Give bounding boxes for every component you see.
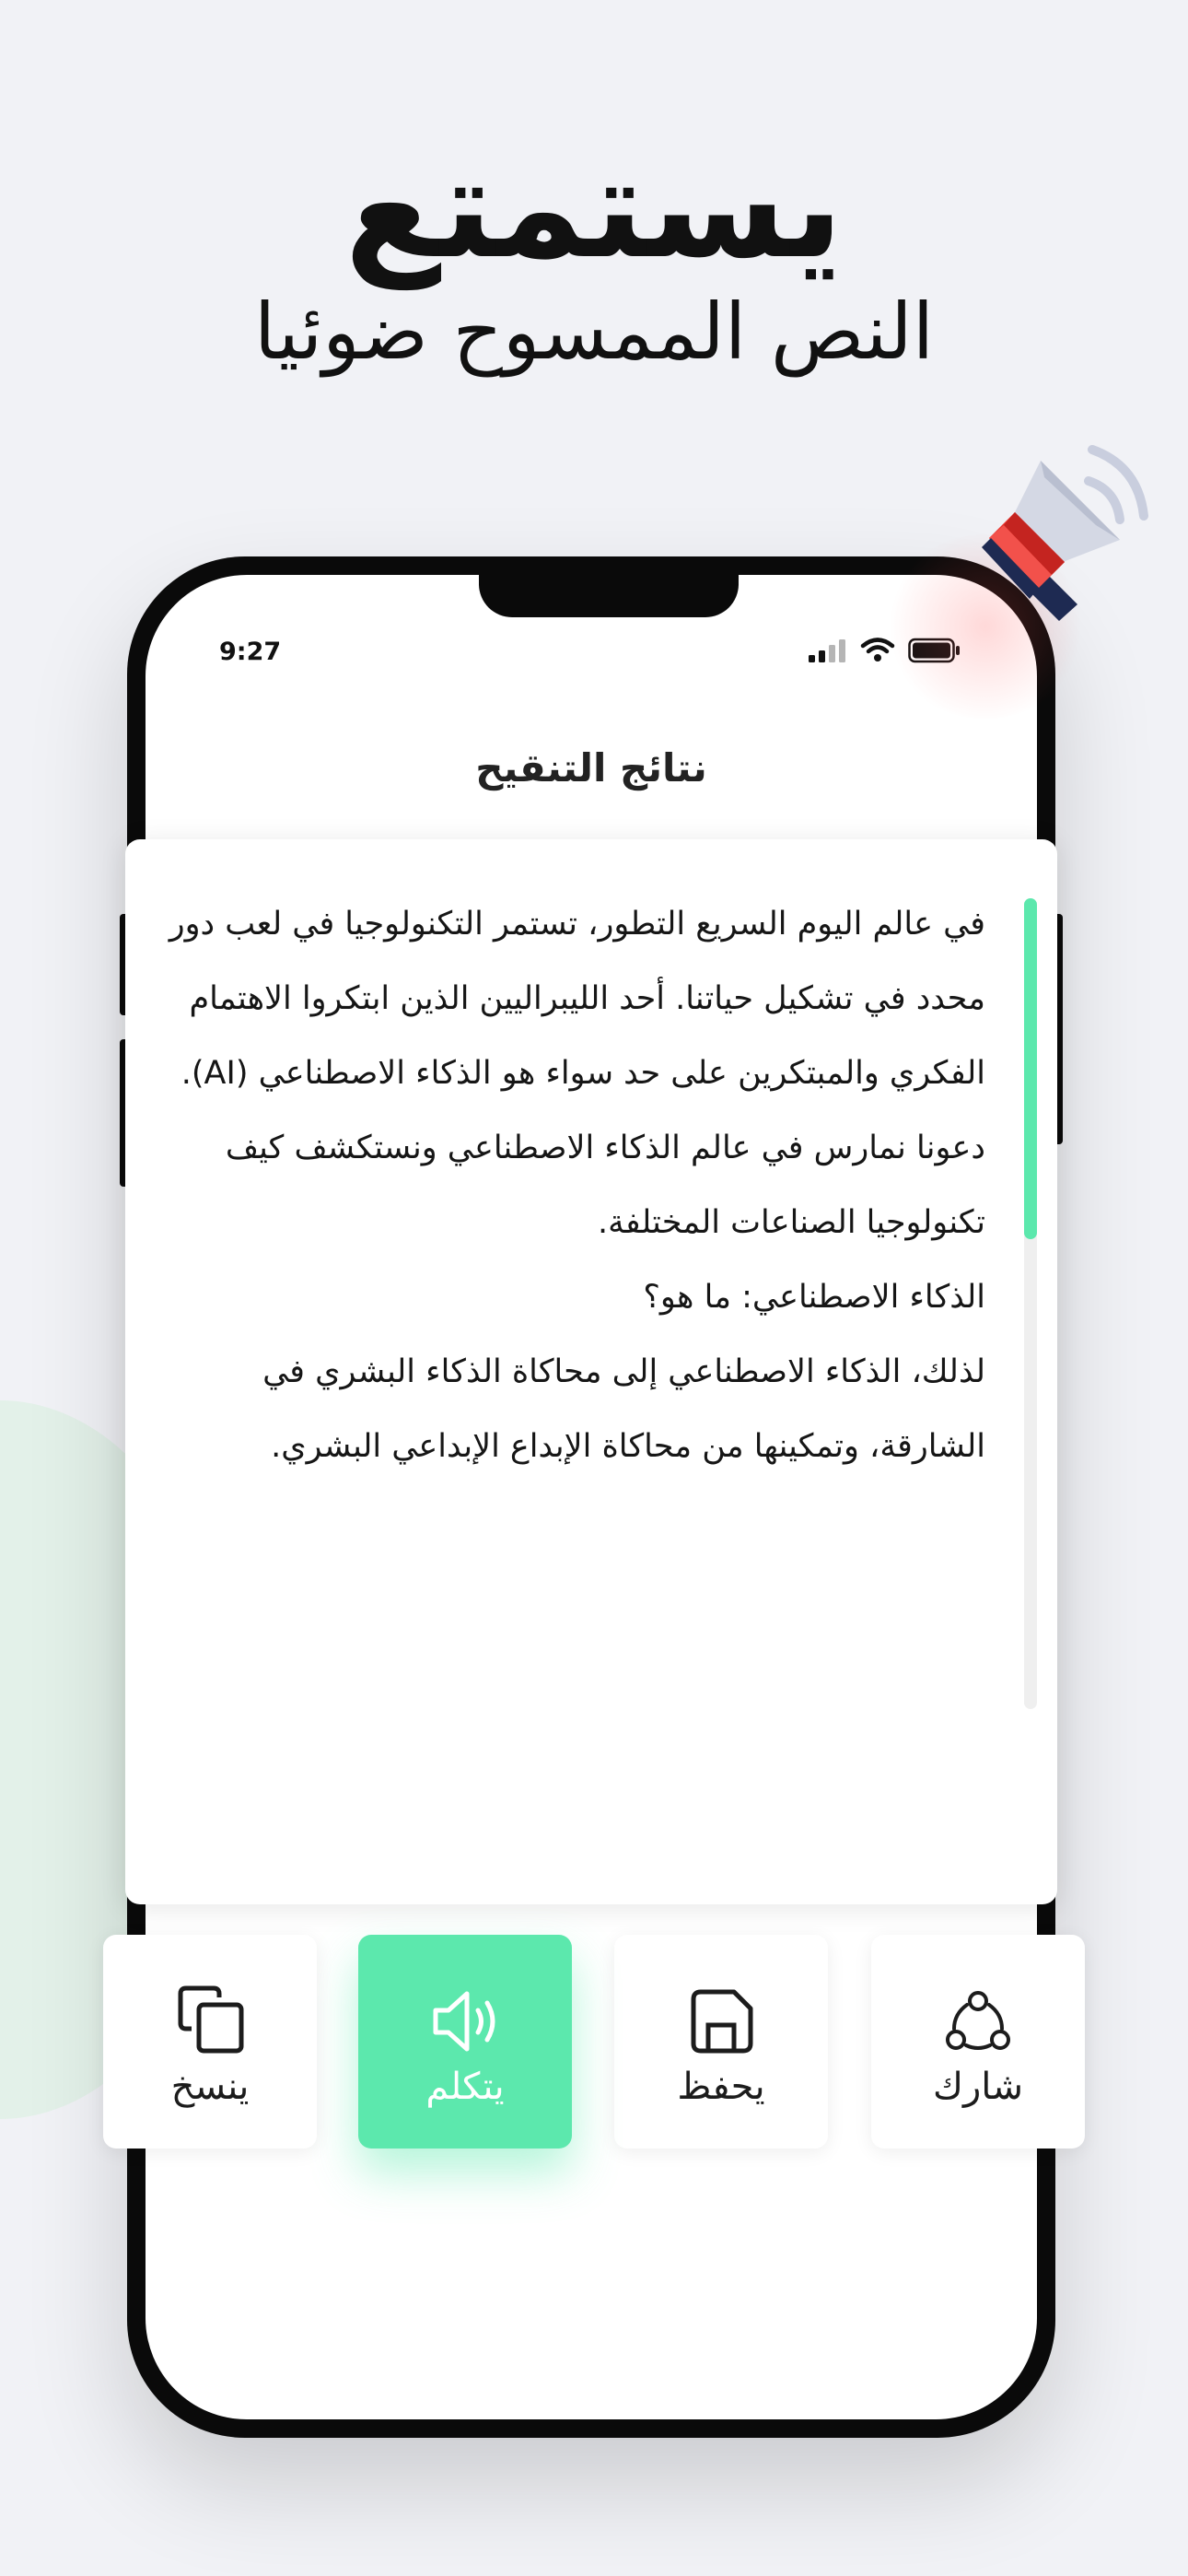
speak-label: يتكلم xyxy=(425,2066,505,2108)
save-label: يحفظ xyxy=(677,2066,765,2108)
result-text-card[interactable] xyxy=(125,839,1057,1904)
result-paragraph: لذلك، الذكاء الاصطناعي إلى محاكاة الذكاء البشري في الشارقة، وتمكينها من محاكاة الإبداع الإبداعي البشري. xyxy=(262,1353,985,1465)
copy-button[interactable] xyxy=(103,1935,317,2149)
copy-label: ينسخ xyxy=(170,2066,250,2108)
speak-button[interactable] xyxy=(358,1935,572,2149)
share-icon xyxy=(939,1983,1017,2060)
result-paragraph: في عالم اليوم السريع التطور، تستمر التكنولوجيا في لعب دور محدد في تشكيل حياتنا. أحد الليبراليين الذين ابتكروا الاهتمام الفكري والمبتكرين على حد سواء هو الذكاء الاصطناعي (AI). دعونا نمارس في عالم الذكاء الاصطناعي ونستكشف كيف تكنولوجيا الصناعات المختلفة. xyxy=(169,906,985,1241)
save-icon xyxy=(682,1983,760,2060)
hero-subtitle: النص الممسوح ضوئيا xyxy=(253,287,935,377)
phone-notch xyxy=(479,575,739,617)
share-label: شارك xyxy=(933,2066,1023,2108)
speaker-icon xyxy=(426,1983,504,2060)
save-button[interactable] xyxy=(614,1935,828,2149)
result-paragraph: الذكاء الاصطناعي: ما هو؟ xyxy=(643,1279,985,1316)
result-text[interactable] xyxy=(168,887,985,1484)
megaphone-icon xyxy=(949,424,1160,645)
signal-icon xyxy=(809,638,847,662)
screen-title: نتائج التنقيح xyxy=(475,745,707,790)
hero-title: يستمتع xyxy=(344,126,844,289)
copy-icon xyxy=(171,1983,249,2060)
scrollbar-track[interactable] xyxy=(1024,898,1037,1709)
scrollbar-thumb[interactable] xyxy=(1024,898,1037,1239)
share-button[interactable] xyxy=(871,1935,1085,2149)
status-time: 9:27 xyxy=(219,638,282,666)
